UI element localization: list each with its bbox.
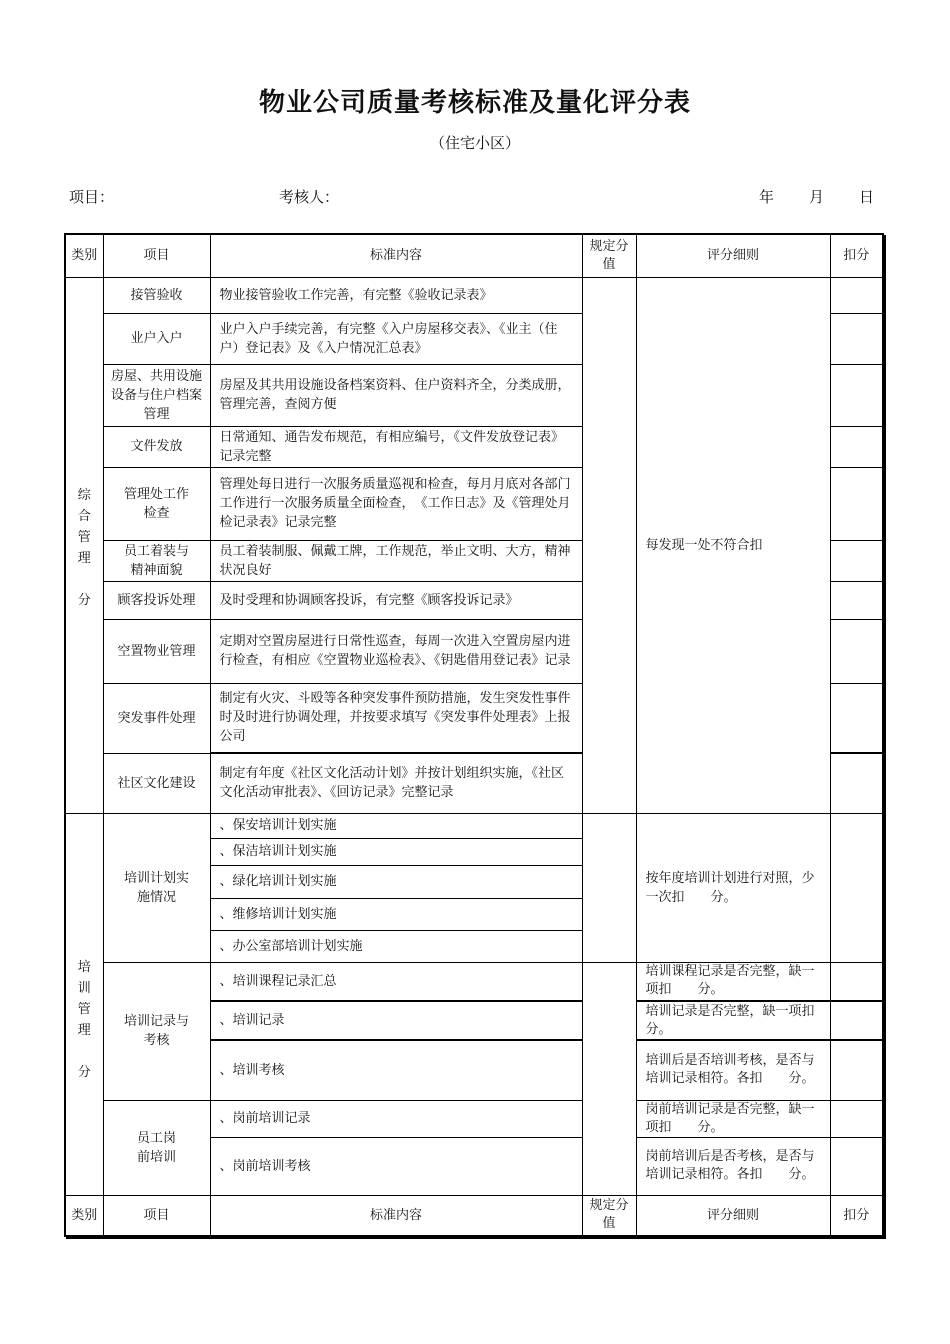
item-cell: 员工岗前培训 xyxy=(103,1100,210,1195)
deduct-cell[interactable] xyxy=(830,619,883,683)
rule-cell: 岗前培训记录是否完整，缺一项扣 分。 xyxy=(636,1100,830,1137)
standard-cell: 、绿化培训计划实施 xyxy=(210,865,582,898)
col-rule-header: 评分细则 xyxy=(636,1195,830,1236)
item-cell: 员工着装与精神面貌 xyxy=(103,540,210,581)
column-header-row xyxy=(65,234,883,277)
col-item-header: 项目 xyxy=(103,1195,210,1236)
deduct-cell[interactable] xyxy=(830,313,883,364)
standard-cell: 、保洁培训计划实施 xyxy=(210,838,582,865)
deduct-cell[interactable] xyxy=(830,753,883,813)
rule-cell: 每发现一处不符合扣 xyxy=(636,277,830,813)
deduct-cell[interactable] xyxy=(830,426,883,467)
item-cell: 空置物业管理 xyxy=(103,619,210,683)
col-deduct-header: 扣分 xyxy=(830,1195,883,1236)
rule-cell: 培训后是否培训考核，是否与培训记录相符。各扣 分。 xyxy=(636,1040,830,1100)
rule-cell: 培训课程记录是否完整，缺一项扣 分。 xyxy=(636,962,830,1001)
deduct-cell[interactable] xyxy=(830,540,883,581)
standard-cell: 制定有年度《社区文化活动计划》并按计划组织实施，《社区文化活动审批表》、《回访记录》完整记录 xyxy=(210,753,582,813)
category-general-management: 综 合 管 理 分 xyxy=(65,277,103,813)
col-score-header: 规定分值 xyxy=(582,1195,636,1236)
item-cell: 顾客投诉处理 xyxy=(103,581,210,619)
standard-cell: 物业接管验收工作完善，有完整《验收记录表》 xyxy=(210,277,582,313)
deduct-cell[interactable] xyxy=(830,1040,883,1100)
item-cell: 管理处工作检查 xyxy=(103,467,210,540)
standard-cell: 、培训记录 xyxy=(210,1001,582,1040)
table-row xyxy=(65,1100,883,1137)
rule-cell: 按年度培训计划进行对照，少一次扣 分。 xyxy=(636,813,830,962)
standard-cell: 、保安培训计划实施 xyxy=(210,813,582,838)
standard-cell: 制定有火灾、斗殴等各种突发事件预防措施，发生突发性事件时及时进行协调处理，并按要求填写《突发事件处理表》上报公司 xyxy=(210,683,582,753)
deduct-cell[interactable] xyxy=(830,813,883,962)
standard-cell: 及时受理和协调顾客投诉，有完整《顾客投诉记录》 xyxy=(210,581,582,619)
item-cell: 接管验收 xyxy=(103,277,210,313)
month-label: 月 xyxy=(809,188,825,206)
item-cell: 文件发放 xyxy=(103,426,210,467)
standard-cell: 、岗前培训记录 xyxy=(210,1100,582,1137)
deduct-cell[interactable] xyxy=(830,364,883,426)
year-label: 年 xyxy=(759,188,775,206)
standard-cell: 员工着装制服、佩戴工牌，工作规范，举止文明、大方，精神状况良好 xyxy=(210,540,582,581)
deduct-cell[interactable] xyxy=(830,1137,883,1195)
page-title: 物业公司质量考核标准及量化评分表 xyxy=(258,88,691,118)
col-rule-header: 评分细则 xyxy=(636,234,830,277)
rule-cell: 岗前培训后是否考核，是否与培训记录相符。各扣 分。 xyxy=(636,1137,830,1195)
standard-cell: 房屋及其共用设施设备档案资料、住户资料齐全，分类成册，管理完善，查阅方便 xyxy=(210,364,582,426)
day-label: 日 xyxy=(859,188,875,206)
score-cell[interactable] xyxy=(582,962,636,1195)
column-header-row-repeat xyxy=(65,1195,883,1236)
item-cell: 培训计划实施情况 xyxy=(103,813,210,962)
standard-cell: 定期对空置房屋进行日常性巡查，每周一次进入空置房屋内进行检查，有相应《空置物业巡检表》、《钥匙借用登记表》记录 xyxy=(210,619,582,683)
item-cell: 社区文化建设 xyxy=(103,753,210,813)
table-row xyxy=(65,277,883,313)
category-training-management: 培 训 管 理 分 xyxy=(65,813,103,1195)
score-cell[interactable] xyxy=(582,813,636,962)
standard-cell: 、岗前培训考核 xyxy=(210,1137,582,1195)
item-cell: 培训记录与考核 xyxy=(103,962,210,1100)
col-deduct-header: 扣分 xyxy=(830,234,883,277)
project-label: 项目： xyxy=(69,188,115,206)
score-cell[interactable] xyxy=(582,277,636,813)
standard-cell: 管理处每日进行一次服务质量巡视和检查，每月月底对各部门工作进行一次服务质量全面检查， 《工作日志》及《管理处月检记录表》记录完整 xyxy=(210,467,582,540)
col-category-header: 类别 xyxy=(65,1195,103,1236)
table-row xyxy=(65,962,883,1001)
page-subtitle: （住宅小区） xyxy=(429,134,520,152)
standard-cell: 、办公室部培训计划实施 xyxy=(210,930,582,962)
assessor-label: 考核人： xyxy=(279,188,340,206)
rule-cell: 培训记录是否完整，缺一项扣 分。 xyxy=(636,1001,830,1040)
col-score-header: 规定分值 xyxy=(582,234,636,277)
deduct-cell[interactable] xyxy=(830,683,883,753)
deduct-cell[interactable] xyxy=(830,277,883,313)
col-item-header: 项目 xyxy=(103,234,210,277)
deduct-cell[interactable] xyxy=(830,1100,883,1137)
item-cell: 突发事件处理 xyxy=(103,683,210,753)
standard-cell: 、维修培训计划实施 xyxy=(210,898,582,930)
standard-cell: 、培训课程记录汇总 xyxy=(210,962,582,1001)
standard-cell: 、培训考核 xyxy=(210,1040,582,1100)
assessment-table xyxy=(64,233,884,1237)
col-standard-header: 标准内容 xyxy=(210,234,582,277)
standard-cell: 业户入户手续完善，有完整《入户房屋移交表》、《业主（住户）登记表》及《入户情况汇总表》 xyxy=(210,313,582,364)
deduct-cell[interactable] xyxy=(830,581,883,619)
col-category-header: 类别 xyxy=(65,234,103,277)
standard-cell: 日常通知、通告发布规范，有相应编号，《文件发放登记表》记录完整 xyxy=(210,426,582,467)
item-cell: 房屋、共用设施设备与住户档案管理 xyxy=(103,364,210,426)
deduct-cell[interactable] xyxy=(830,962,883,1001)
item-cell: 业户入户 xyxy=(103,313,210,364)
deduct-cell[interactable] xyxy=(830,467,883,540)
table-row xyxy=(65,813,883,838)
col-standard-header: 标准内容 xyxy=(210,1195,582,1236)
